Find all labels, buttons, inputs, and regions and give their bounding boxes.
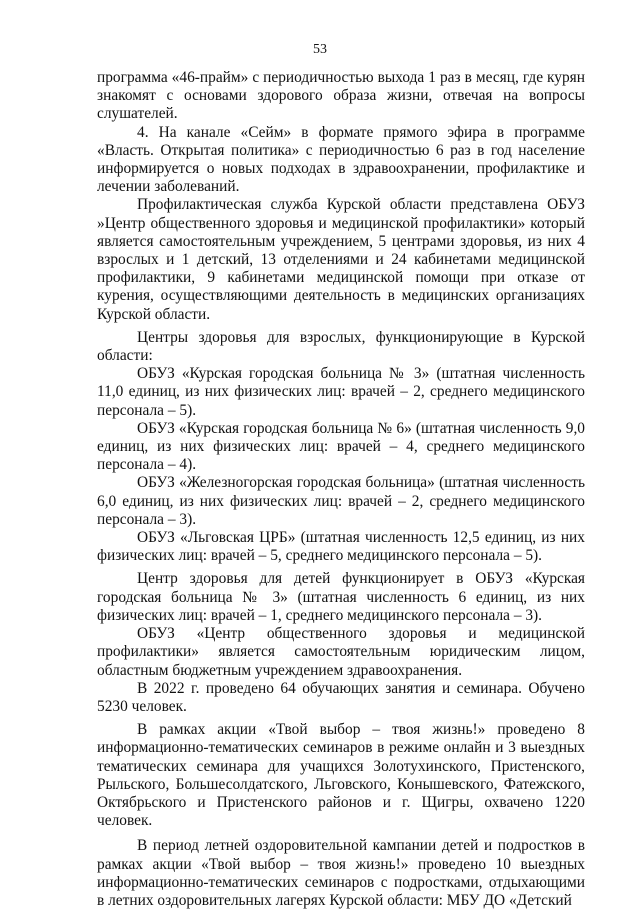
paragraph-lgov-crb: ОБУЗ «Льговская ЦРБ» (штатная численность 12,5 единиц, из них физических лиц: врачей – 5, среднего медицинского персонала – 5). [97,529,585,565]
paragraph-radio-program: программа «46-прайм» с периодичностью выхода 1 раз в месяц, где курян знакомят с основами здорового образа жизни, отвечая на вопросы слушателей. [97,69,585,123]
paragraph-adult-centers-intro: Центры здоровья для взрослых, функционирующие в Курской области: [97,328,585,365]
paragraph-seym-channel: 4. На канале «Сейм» в формате прямого эфира в программе «Власть. Открытая политика» с периодичностью 6 раз в год население информируется о новых подходах в здравоохранении, профилактике и лечении заболеваний. [97,123,585,196]
paragraph-children-center: Центр здоровья для детей функционирует в ОБУЗ «Курская городская больница № 3» (штатная численность 6 единиц, из них физических лиц: врачей – 1, среднего медицинского персонала – 3). [97,570,585,624]
paragraph-prevention-service: Профилактическая служба Курской области представлена ОБУЗ »Центр общественного здоровья и медицинской профилактики» который является самостоятельным учреждением, 5 центрами здоровья, из них 4 взрослых и 1 детский, 13 отделениями и 24 кабинетами медицинской профилактики, 9 кабинетами медицинской помощи при отказе от курения, осуществляющими деятельность в медицинских организациях Курской области. [97,196,585,323]
paragraph-hospital-3: ОБУЗ «Курская городская больница № 3» (штатная численность 11,0 единиц, из них физических лиц: врачей – 2, среднего медицинского персонала – 5). [97,365,585,419]
paragraph-zheleznogorsk-hospital: ОБУЗ «Железногорская городская больница» (штатная численность 6,0 единиц, из них физических лиц: врачей – 2, среднего медицинского персонала – 3). [97,474,585,528]
page-number: 53 [313,42,327,57]
paragraph-center-legal-status: ОБУЗ «Центр общественного здоровья и медицинской профилактики» является самостоятельным юридическим лицом, областным бюджетным учреждением здравоохранения. [97,625,585,679]
paragraph-summer-campaign: В период летней оздоровительной кампании детей и подростков в рамках акции «Твой выбор – твоя жизнь!» проведено 10 выездных информационно-тематических семинаров с подростками, отдыхающими в летних оздоровительных лагерях Курской области: МБУ ДО «Детский [97,837,585,909]
paragraph-campaign-seminars: В рамках акции «Твой выбор – твоя жизнь!» проведено 8 информационно-тематических семинаров в режиме онлайн и 3 выездных тематических семинара для учащихся Золотухинского, Пристенского, Рыльского, Большесолдатского, Льговского, Конышевского, Фатежского, Октябрьского и Пристенского районов и г. Щигры, охвачено 1220 человек. [97,721,585,830]
document-body [97,69,585,910]
paragraph-hospital-6: ОБУЗ «Курская городская больница № 6» (штатная численность 9,0 единиц, из них физических лиц: врачей – 4, среднего медицинского персонала – 4). [97,419,585,474]
paragraph-trainings-2022: В 2022 г. проведено 64 обучающих занятия и семинара. Обучено 5230 человек. [97,679,585,715]
